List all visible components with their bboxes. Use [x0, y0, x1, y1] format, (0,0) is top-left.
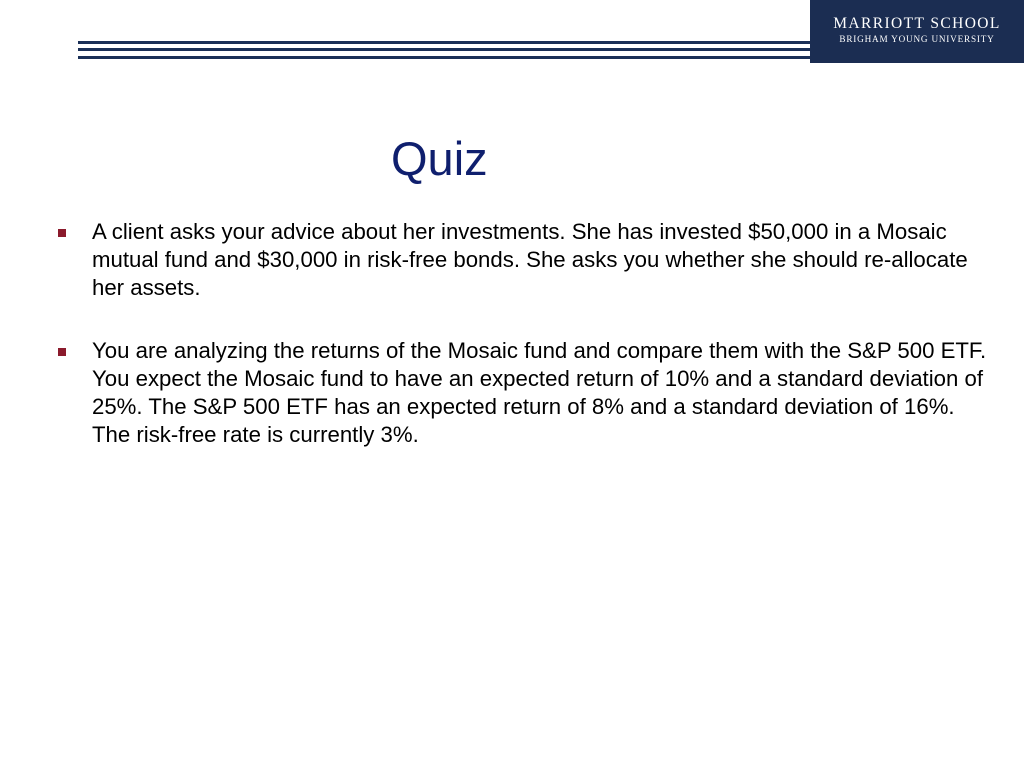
slide-title: Quiz	[391, 132, 488, 185]
bullet-item-fund-analysis	[58, 337, 988, 449]
bullet-text: A client asks your advice about her investments. She has invested $50,000 in a Mosaic mutual fund and $30,000 in risk-free bonds. She asks you whether she should re-allocate her assets.	[92, 219, 968, 300]
header-rule-middle	[78, 48, 810, 51]
logo-university-name: BRIGHAM YOUNG UNIVERSITY	[839, 34, 995, 44]
square-bullet-icon	[58, 229, 66, 237]
header-rule-top	[78, 41, 810, 44]
bullet-list	[58, 218, 988, 484]
header-rule-bottom	[78, 56, 810, 59]
bullet-item-client-advice	[58, 218, 988, 302]
marriott-school-logo	[810, 0, 1024, 63]
logo-school-name: MARRIOTT SCHOOL	[833, 15, 1001, 32]
bullet-text: You are analyzing the returns of the Mosaic fund and compare them with the S&P 500 ETF. You expect the Mosaic fund to have an expected return of 10% and a standard deviation of 25%. The S&P 500 ETF has an expected return of 8% and a standard deviation of 16%. The risk-free rate is currently 3%.	[92, 338, 987, 447]
square-bullet-icon	[58, 348, 66, 356]
